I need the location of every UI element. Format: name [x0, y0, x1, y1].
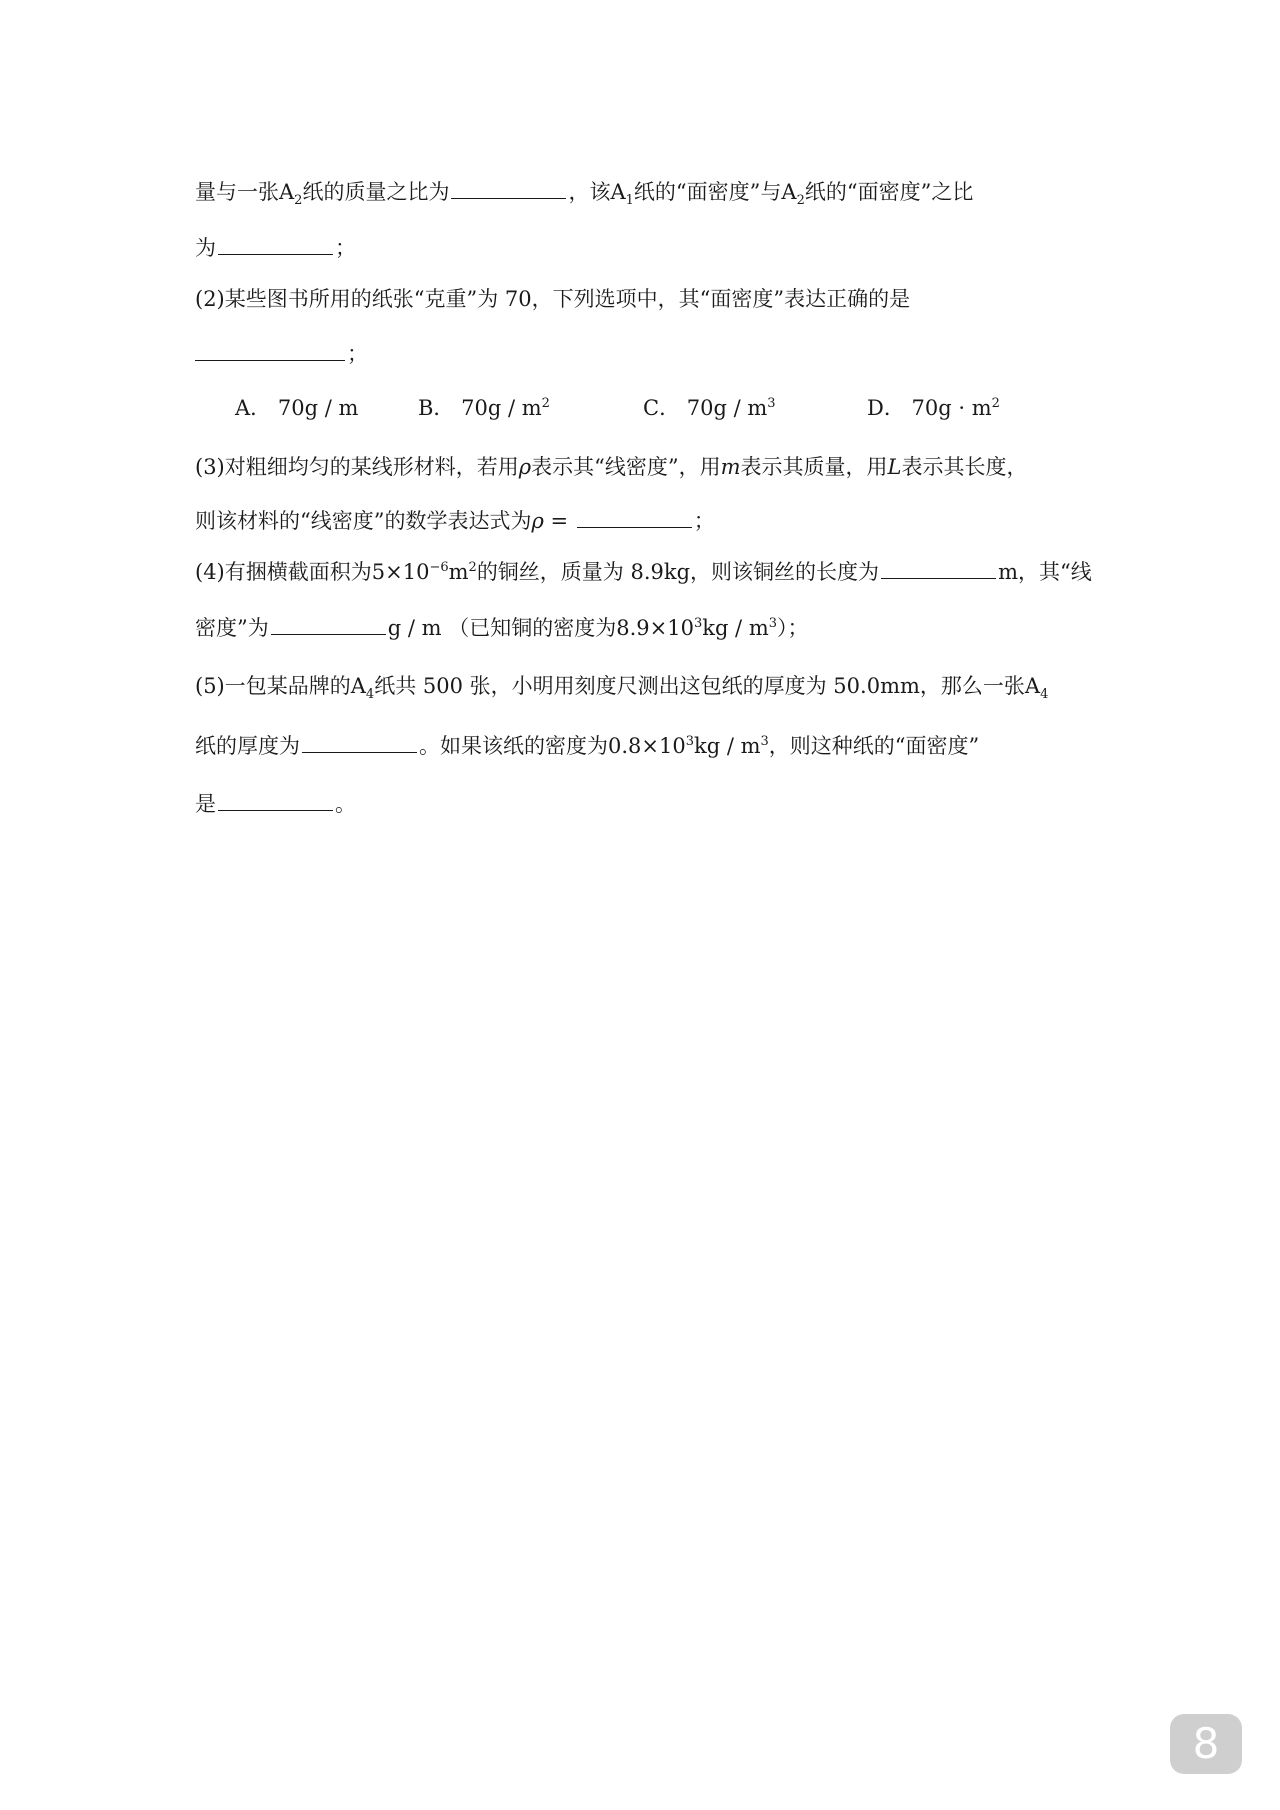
q5-text: 纸共 500 张，小明用刻度尺测出这包纸的厚度为 50.0mm，那么一张	[374, 674, 1025, 698]
area-unit-sup: 2	[468, 560, 477, 575]
rho-symbol: ρ	[531, 509, 544, 533]
option-value: 70g / m	[277, 396, 359, 420]
q5-text: ，则这种纸的“面密度”	[768, 734, 980, 758]
copper-density-unit-sup: 3	[768, 616, 778, 631]
q1-text: 为	[195, 236, 216, 260]
q3-text: 表示其“线密度”，用	[531, 455, 721, 479]
q4-text: g / m （已知铜的密度为	[387, 616, 617, 640]
q4-text: ）；	[777, 616, 809, 640]
q2-line-1	[195, 284, 910, 314]
option-d[interactable]	[867, 393, 1000, 423]
paper-a1-sub: 1	[625, 193, 634, 209]
q5-text: 是	[195, 792, 216, 816]
option-sup: 2	[541, 396, 550, 411]
answer-blank-q5-area-density[interactable]	[218, 788, 333, 811]
copper-density-exponent: 3	[693, 616, 703, 631]
answer-blank-q1-density-ratio[interactable]	[218, 232, 333, 255]
option-value: 70g / m	[461, 396, 542, 420]
q1-text: 量与一张	[195, 180, 279, 204]
q1-text: ，该	[568, 180, 611, 204]
option-label: C．	[643, 396, 681, 420]
paper-a1-label: A	[610, 180, 626, 204]
mass-symbol: m	[720, 455, 741, 479]
q3-text: 则该材料的“线密度”的数学表达式为	[195, 509, 532, 533]
paper-density-exponent: 3	[685, 734, 694, 749]
q3-text: 表示其质量，用	[740, 455, 888, 479]
q3-text: 表示其长度，	[901, 455, 1028, 479]
q1-line-1	[195, 176, 973, 207]
q3-line-2	[195, 505, 715, 536]
paper-density-unit-sup: 3	[760, 734, 769, 749]
paper-a4-sub: 4	[365, 687, 375, 703]
option-a[interactable]	[235, 393, 358, 423]
option-sup: 3	[767, 396, 776, 411]
q1-text: 纸的“面密度”与	[633, 180, 782, 204]
q5-text: 。	[335, 792, 356, 816]
option-value: 70g / m	[686, 396, 768, 420]
answer-blank-q1-mass-ratio[interactable]	[451, 176, 566, 199]
paper-density-unit: kg / m	[694, 734, 761, 758]
q5-text: 纸的厚度为	[195, 734, 300, 758]
option-sup: 2	[991, 396, 1000, 411]
option-label: A．	[235, 396, 272, 420]
paper-a2-label: A	[781, 180, 797, 204]
q3-line-1	[195, 452, 1027, 482]
q5-line-3	[195, 788, 356, 819]
q5-line-2	[195, 730, 979, 761]
paper-a2-sub: 2	[796, 193, 805, 209]
rho-symbol: ρ	[518, 455, 532, 479]
option-c[interactable]	[643, 393, 776, 423]
answer-blank-q2[interactable]	[195, 338, 345, 361]
q5-line-1	[195, 671, 1048, 701]
q5-text: 。如果该纸的密度为	[419, 734, 608, 758]
q1-text: 纸的“面密度”之比	[804, 180, 974, 204]
copper-density-value: 8.9×10	[616, 616, 694, 640]
paper-a4-label: A	[1024, 674, 1041, 698]
q1-text: 纸的质量之比为	[302, 180, 450, 204]
q4-line-2	[195, 612, 809, 643]
page-number-badge: 8	[1170, 1714, 1242, 1774]
q2-text: (2)某些图书所用的纸张“克重”为 70，下列选项中，其“面密度”表达正确的是	[195, 287, 911, 311]
paper-a4-sub: 4	[1040, 687, 1049, 703]
q4-text: 密度”为	[195, 616, 269, 640]
q4-text: 的铜丝，质量为 8.9kg，则该铜丝的长度为	[476, 560, 880, 584]
paper-a4-label: A	[350, 674, 366, 698]
paper-density-value: 0.8×10	[608, 734, 686, 758]
answer-blank-q4-linear-density[interactable]	[271, 612, 386, 635]
option-label: B．	[418, 396, 455, 420]
area-unit: m	[448, 560, 469, 584]
copper-density-unit: kg / m	[702, 616, 769, 640]
q3-text: (3)对粗细均匀的某线形材料，若用	[195, 455, 519, 479]
option-value: 70g · m	[911, 396, 992, 420]
paper-a2-label: A	[279, 180, 295, 204]
q2-line-2	[195, 338, 368, 369]
answer-blank-q5-thickness[interactable]	[302, 730, 417, 753]
paper-a2-sub: 2	[294, 193, 303, 209]
option-label: D．	[867, 396, 905, 420]
q1-line-2	[195, 232, 356, 263]
q1-text: ；	[335, 236, 356, 260]
equals-sign: =	[543, 509, 575, 533]
q4-text: (4)有捆横截面积为	[195, 560, 372, 584]
q2-text: ；	[347, 342, 368, 366]
option-b[interactable]	[418, 393, 550, 423]
q3-text: ；	[693, 509, 715, 533]
answer-blank-q3[interactable]	[577, 505, 692, 528]
length-symbol: L	[887, 455, 902, 479]
area-exponent: −6	[429, 560, 449, 575]
answer-blank-q4-length[interactable]	[881, 556, 996, 579]
q5-text: (5)一包某品牌的	[195, 674, 351, 698]
q4-text: m，其“线	[998, 560, 1092, 584]
area-value: 5×10	[371, 560, 430, 584]
q4-line-1	[195, 556, 1092, 587]
